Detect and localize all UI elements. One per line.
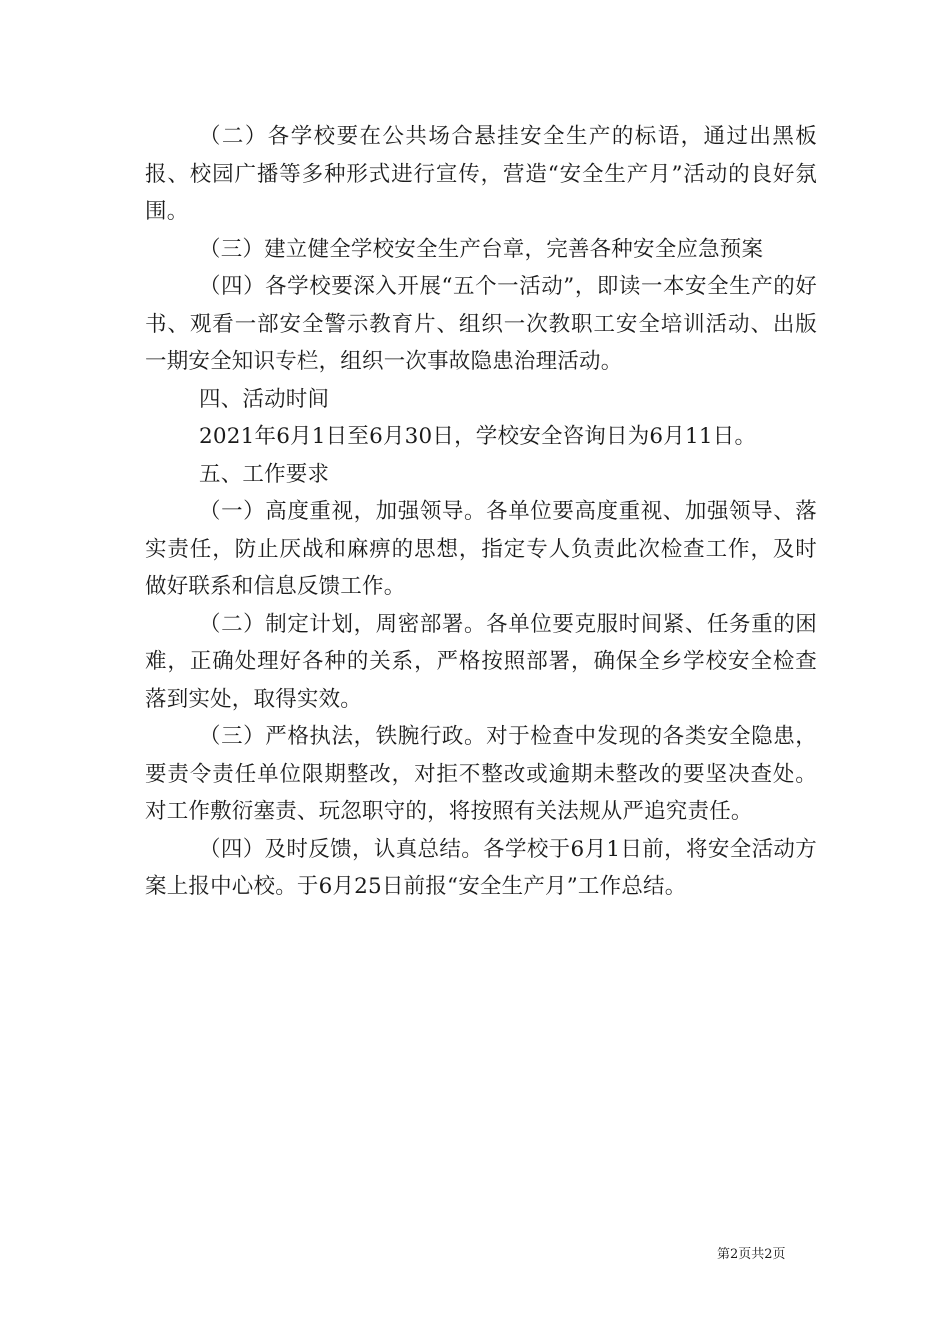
document-body <box>145 118 817 906</box>
paragraph-requirement-leadership: （一）高度重视，加强领导。各单位要高度重视、加强领导、落实责任，防止厌战和麻痹的思想，指定专人负责此次检查工作，及时做好联系和信息反馈工作。 <box>145 499 817 599</box>
paragraph-requirement-feedback: （四）及时反馈，认真总结。各学校于6月1日前，将安全活动方案上报中心校。于6月25日前报“安全生产月”工作总结。 <box>145 836 817 899</box>
paragraph-safety-records: （三）建立健全学校安全生产台章，完善各种安全应急预案 <box>199 236 764 262</box>
paragraph-publicity: （二）各学校要在公共场合悬挂安全生产的标语，通过出黑板报、校园广播等多种形式进行宣传，营造“安全生产月”活动的良好氛围。 <box>145 124 817 224</box>
paragraph-requirement-enforcement: （三）严格执法，铁腕行政。对于检查中发现的各类安全隐患，要责令责任单位限期整改，对拒不整改或逾期未整改的要坚决查处。对工作敷衍塞责、玩忽职守的，将按照有关法规从严追究责任。 <box>145 724 817 824</box>
paragraph-requirement-planning: （二）制定计划，周密部署。各单位要克服时间紧、任务重的困难，正确处理好各种的关系，严格按照部署，确保全乡学校安全检查落到实处，取得实效。 <box>145 611 817 712</box>
section-heading-activity-time: 四、活动时间 <box>199 386 330 412</box>
paragraph-five-activities: （四）各学校要深入开展“五个一活动”，即读一本安全生产的好书、观看一部安全警示教育片、组织一次教职工安全培训活动、出版一期安全知识专栏，组织一次事故隐患治理活动。 <box>145 274 817 374</box>
section-heading-work-requirements: 五、工作要求 <box>199 461 330 487</box>
paragraph-activity-dates: 2021年6月1日至6月30日，学校安全咨询日为6月11日。 <box>199 424 757 449</box>
page-number-footer: 第2页共2页 <box>717 1247 786 1262</box>
